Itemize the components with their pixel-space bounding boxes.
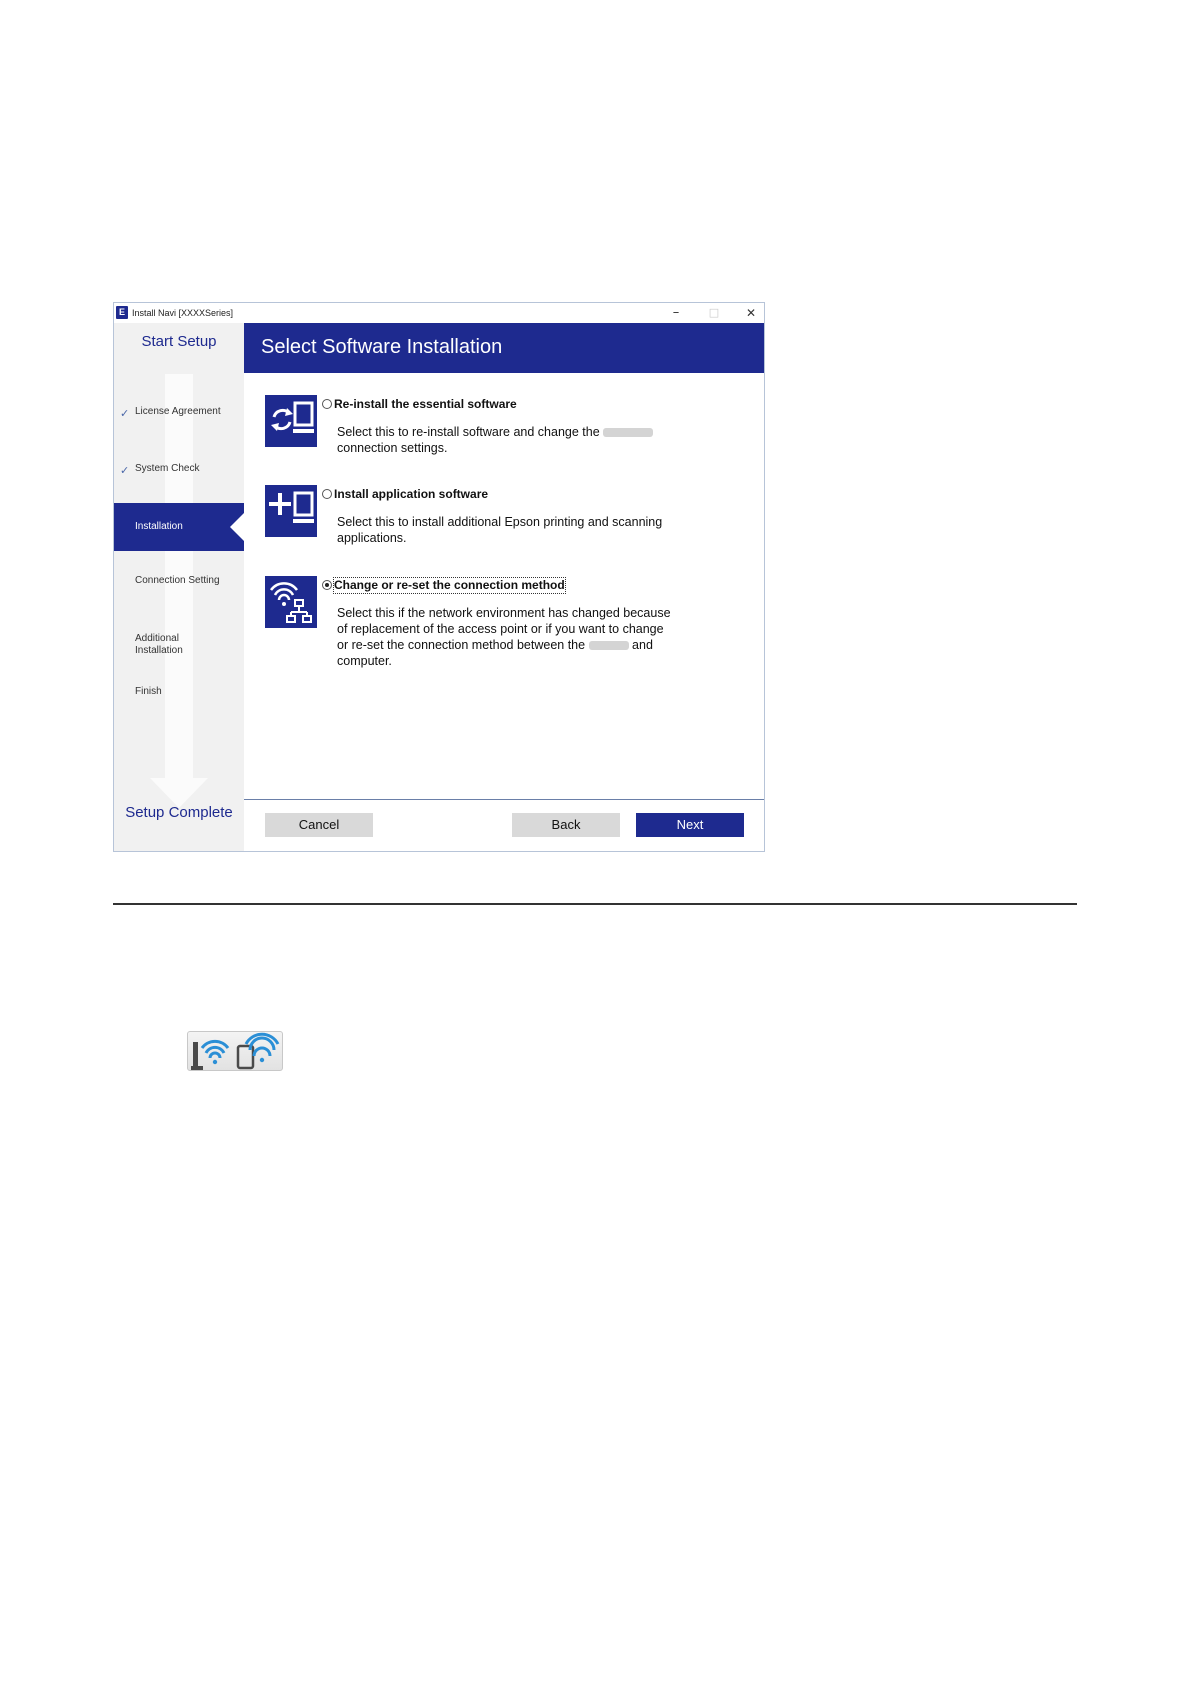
change-connection-radio[interactable]	[322, 580, 332, 590]
step-installation: Installation	[135, 521, 183, 532]
check-icon: ✓	[120, 464, 130, 477]
title-bar	[114, 303, 764, 323]
desc-text: connection settings.	[337, 441, 448, 455]
installer-window	[113, 302, 765, 852]
reinstall-icon	[265, 395, 317, 447]
wifi-status-icons	[187, 1031, 283, 1071]
check-icon: ✓	[120, 407, 130, 420]
desc-text: Select this to re-install software and change the	[337, 425, 600, 439]
section-divider	[113, 903, 1077, 905]
minimize-button[interactable]: –	[672, 305, 680, 320]
active-step-pointer-icon	[230, 513, 244, 541]
redacted-text	[589, 641, 629, 650]
phone-wifi-icon	[238, 1034, 278, 1068]
maximize-button[interactable]: □	[708, 306, 720, 319]
install-application-option-description	[337, 514, 722, 546]
network-icon	[265, 576, 317, 628]
add-software-icon	[265, 485, 317, 537]
window-title: Install Navi [XXXXSeries]	[132, 308, 234, 318]
page-title: Select Software Installation	[261, 336, 503, 358]
desc-text: and	[632, 638, 653, 652]
step-license-agreement: License Agreement	[135, 406, 221, 417]
install-application-option-title[interactable]: Install application software	[334, 487, 489, 501]
next-button[interactable]: Next	[636, 813, 744, 837]
printer-wifi-icon	[191, 1041, 228, 1070]
sidebar-start-setup: Start Setup	[141, 333, 217, 350]
footer-divider	[244, 799, 764, 800]
reinstall-option-title[interactable]: Re-install the essential software	[334, 397, 517, 411]
desc-text: Select this if the network environment has changed because	[337, 606, 671, 620]
desc-text: of replacement of the access point or if you want to change	[337, 622, 664, 636]
step-connection-setting: Connection Setting	[135, 575, 220, 586]
epson-app-icon: E	[116, 306, 128, 319]
desc-text: or re-set the connection method between the	[337, 638, 586, 652]
redacted-text	[603, 428, 653, 437]
cancel-button[interactable]: Cancel	[265, 813, 373, 837]
sidebar-setup-complete: Setup Complete	[125, 804, 233, 821]
back-button[interactable]: Back	[512, 813, 620, 837]
reinstall-radio[interactable]	[322, 399, 332, 409]
change-connection-option-title[interactable]: Change or re-set the connection method	[334, 578, 565, 592]
reinstall-option-description	[337, 424, 722, 456]
desc-text: applications.	[337, 531, 407, 545]
change-connection-option-description	[337, 605, 722, 669]
close-button[interactable]: ✕	[745, 306, 757, 320]
desc-text: computer.	[337, 654, 392, 668]
desc-text: Select this to install additional Epson printing and scanning	[337, 515, 663, 529]
step-additional-installation: Additional Installation	[135, 633, 183, 656]
setup-progress-sidebar	[114, 323, 244, 851]
step-system-check: System Check	[135, 463, 200, 474]
step-installation-active	[114, 503, 244, 551]
install-application-radio[interactable]	[322, 489, 332, 499]
page-header	[244, 323, 764, 373]
step-finish: Finish	[135, 686, 162, 697]
